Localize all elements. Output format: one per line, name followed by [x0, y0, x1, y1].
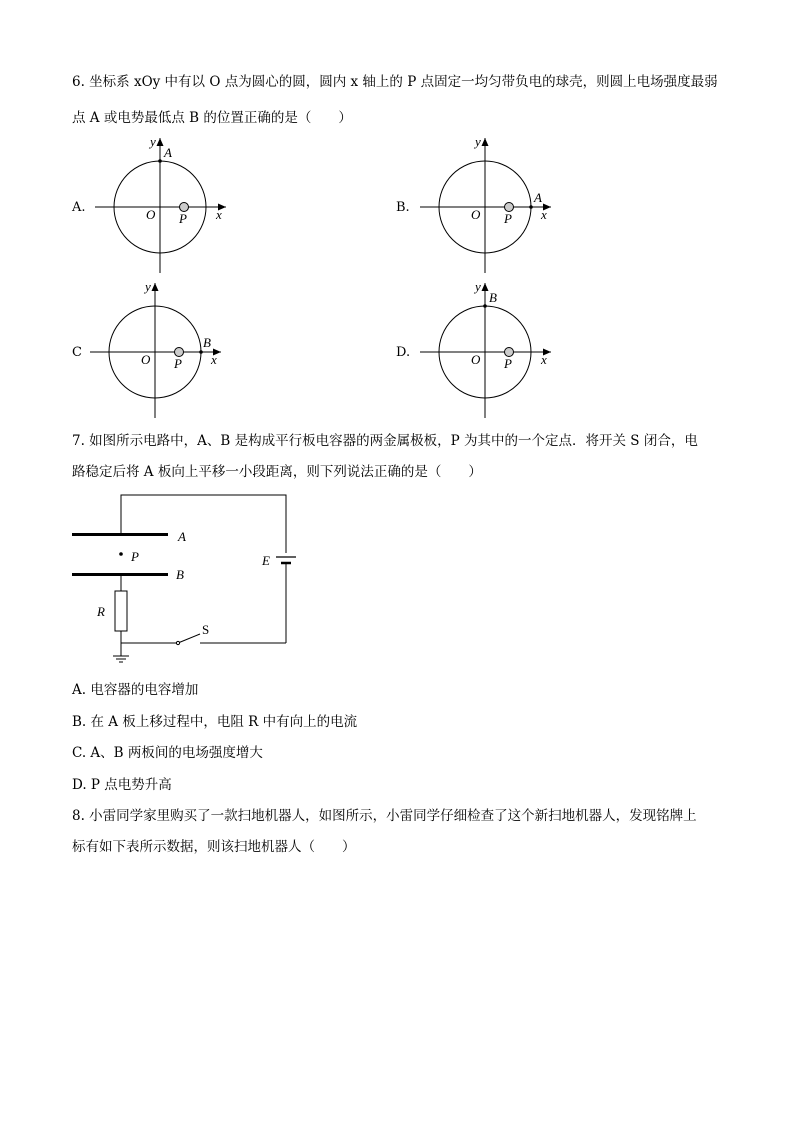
x-label: x [216, 207, 222, 222]
point-label: B [489, 290, 497, 305]
switch-contact [176, 641, 179, 644]
q8-stem-line1: 8. 小雷同学家里购买了一款扫地机器人，如图所示，小雷同学仔细检查了这个新扫地机器人，发现铭牌上 [72, 808, 697, 824]
q6-stem-line1: 6. 坐标系 xOy 中有以 O 点为圆心的圆，圆内 x 轴上的 P 点固定一均匀带负电的球壳，则圆上电场强度最弱 [72, 74, 718, 90]
origin-label: O [471, 352, 481, 367]
y-label: y [150, 134, 156, 149]
y-label: y [475, 279, 481, 294]
label-r: R [97, 604, 105, 619]
point-label: B [203, 335, 211, 350]
y-label: y [475, 134, 481, 149]
plate-b [72, 573, 168, 576]
p-label: P [174, 356, 182, 371]
q8-stem-line2: 标有如下表所示数据，则该扫地机器人（ ） [72, 839, 356, 855]
label-s: S [202, 622, 210, 637]
switch-blade [178, 634, 200, 643]
point-p [119, 552, 123, 556]
label-e: E [262, 553, 270, 568]
q6-option-c-label: C [72, 345, 82, 360]
q7-option-a: A. 电容器的电容增加 [72, 682, 199, 698]
q6-option-b-label: B. [396, 200, 410, 215]
point-label: A [164, 145, 172, 160]
label-p: P [131, 549, 139, 564]
p-label: P [504, 211, 512, 226]
label-b: B [176, 567, 184, 582]
plate-a [72, 533, 168, 536]
origin-label: O [141, 352, 151, 367]
point-label: A [534, 190, 542, 205]
x-label: x [211, 352, 217, 367]
p-label: P [504, 356, 512, 371]
origin-label: O [146, 207, 156, 222]
x-label: x [541, 352, 547, 367]
wire-top [121, 495, 286, 553]
origin-label: O [471, 207, 481, 222]
q6-stem-line2: 点 A 或电势最低点 B 的位置正确的是（ ） [72, 110, 352, 126]
label-a: A [178, 529, 186, 544]
q7-stem-line1: 7. 如图所示电路中，A、B 是构成平行板电容器的两金属极板，P 为其中的一个定点．将开关 S 闭合，电 [72, 433, 698, 449]
resistor-r [115, 591, 127, 631]
q7-option-b: B. 在 A 板上移过程中，电阻 R 中有向上的电流 [72, 714, 358, 730]
q7-option-d: D. P 点电势升高 [72, 777, 172, 793]
y-label: y [145, 279, 151, 294]
x-label: x [541, 207, 547, 222]
q7-option-c: C. A、B 两板间的电场强度增大 [72, 745, 263, 761]
q6-option-d-label: D. [396, 345, 411, 360]
p-label: P [179, 211, 187, 226]
q6-option-a-label: A. [72, 200, 86, 215]
q7-stem-line2: 路稳定后将 A 板向上平移一小段距离，则下列说法正确的是（ ） [72, 464, 482, 480]
